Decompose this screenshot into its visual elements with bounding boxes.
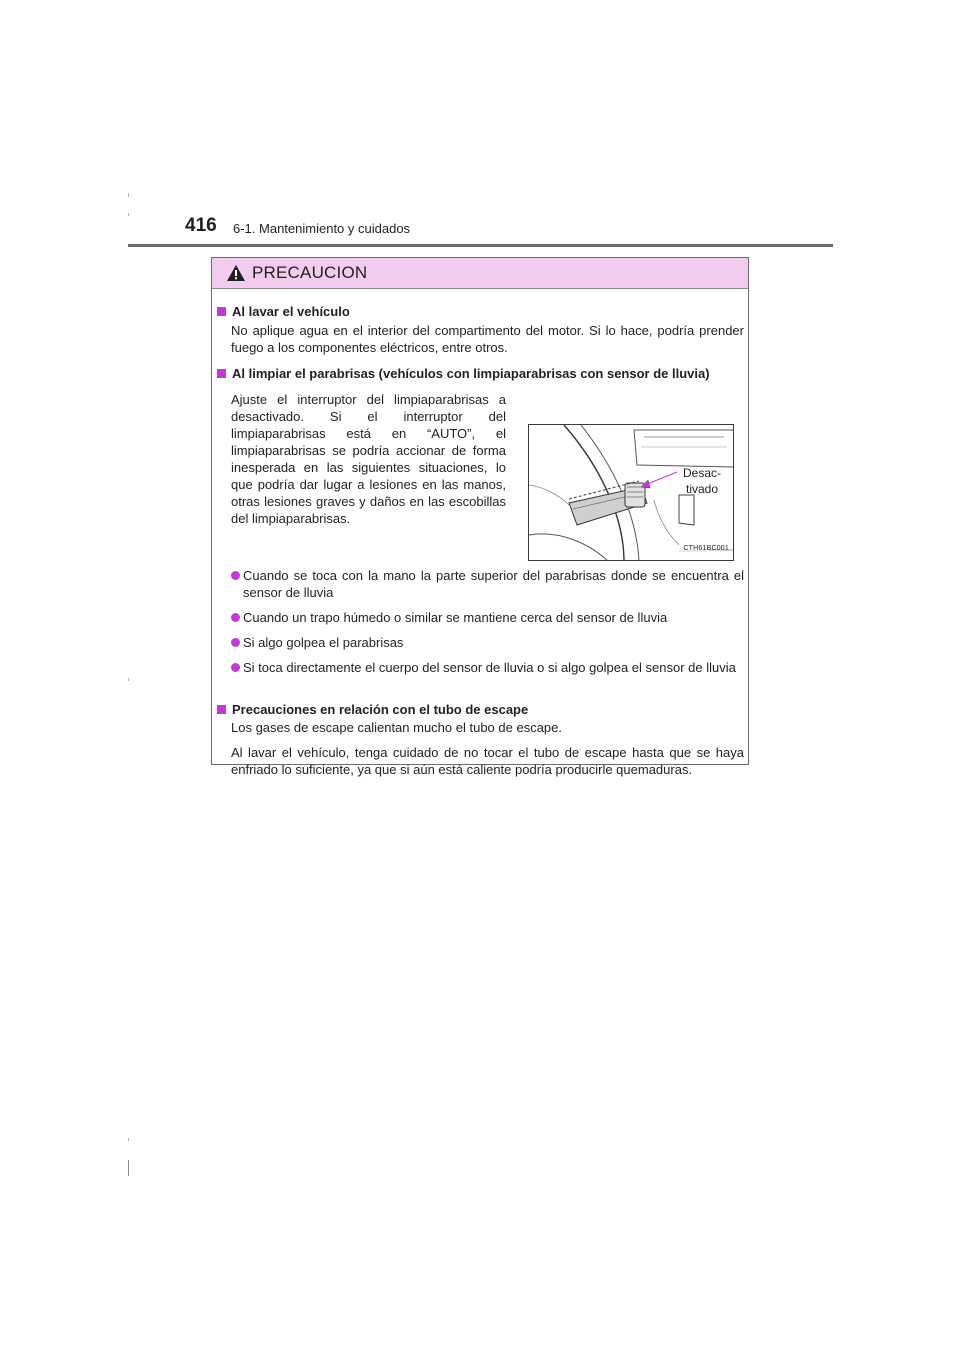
paragraph: Al lavar el vehículo, tenga cuidado de no tocar el tubo de escape hasta que se haya enfriado lo suficiente, ya que si aún está caliente podría producirle quemaduras.	[231, 745, 744, 777]
figure-code: CTH61BC001	[683, 545, 729, 552]
square-bullet-icon	[217, 369, 226, 378]
caution-header	[212, 258, 748, 289]
bullet-text: Cuando se toca con la mano la parte superior del parabrisas donde se encuentra el sensor de lluvia	[243, 568, 744, 600]
bullet-text: Si algo golpea el parabrisas	[243, 635, 404, 650]
header-rule	[128, 244, 833, 247]
section-heading	[217, 303, 350, 320]
section-heading	[217, 701, 528, 718]
heading-text: Al lavar el vehículo	[232, 304, 350, 319]
wiper-switch-figure	[528, 424, 734, 561]
bullet-text: Si toca directamente el cuerpo del sensor de lluvia o si algo golpea el sensor de lluvia	[243, 660, 736, 675]
bullet-item	[231, 609, 744, 626]
heading-text: Precauciones en relación con el tubo de escape	[232, 702, 529, 717]
square-bullet-icon	[217, 307, 226, 316]
crop-mark	[128, 193, 129, 197]
circle-bullet-icon	[231, 613, 240, 622]
circle-bullet-icon	[231, 571, 240, 580]
crop-mark	[128, 1160, 129, 1176]
warning-icon	[227, 265, 245, 281]
caution-box	[211, 257, 749, 777]
crop-mark	[128, 1138, 129, 1141]
caution-title: PRECAUCION	[252, 263, 368, 282]
figure-label: Desactivado	[682, 466, 721, 496]
page-number: 416	[185, 215, 217, 236]
crop-mark	[128, 213, 129, 216]
heading-text: Al limpiar el parabrisas (vehículos con limpiaparabrisas con sensor de lluvia)	[232, 366, 710, 381]
bullet-item	[231, 567, 744, 601]
paragraph: Los gases de escape calientan mucho el tubo de escape.	[231, 720, 563, 735]
bullet-item	[231, 659, 744, 676]
circle-bullet-icon	[231, 638, 240, 647]
section-title: 6-1. Mantenimiento y cuidados	[233, 221, 411, 236]
square-bullet-icon	[217, 705, 226, 714]
section-heading	[217, 365, 710, 382]
paragraph: No aplique agua en el interior del compartimento del motor. Si lo hace, podría prender fuego a los componentes eléctricos, entre otros.	[231, 323, 744, 355]
circle-bullet-icon	[231, 663, 240, 672]
bullet-item	[231, 634, 744, 651]
paragraph: Ajuste el interruptor del limpiaparabrisas a desactivado. Si el interruptor del limpiaparabrisas está en “AUTO”, el limpiaparabrisas se podría accionar de forma inesperada en las siguientes situaciones, lo que podría dar lugar a lesiones en las manos, otras lesiones graves y daños en las escobillas del limpiaparabrisas.	[231, 392, 506, 526]
crop-mark	[128, 678, 129, 681]
bullet-text: Cuando un trapo húmedo o similar se mantiene cerca del sensor de lluvia	[243, 610, 668, 625]
